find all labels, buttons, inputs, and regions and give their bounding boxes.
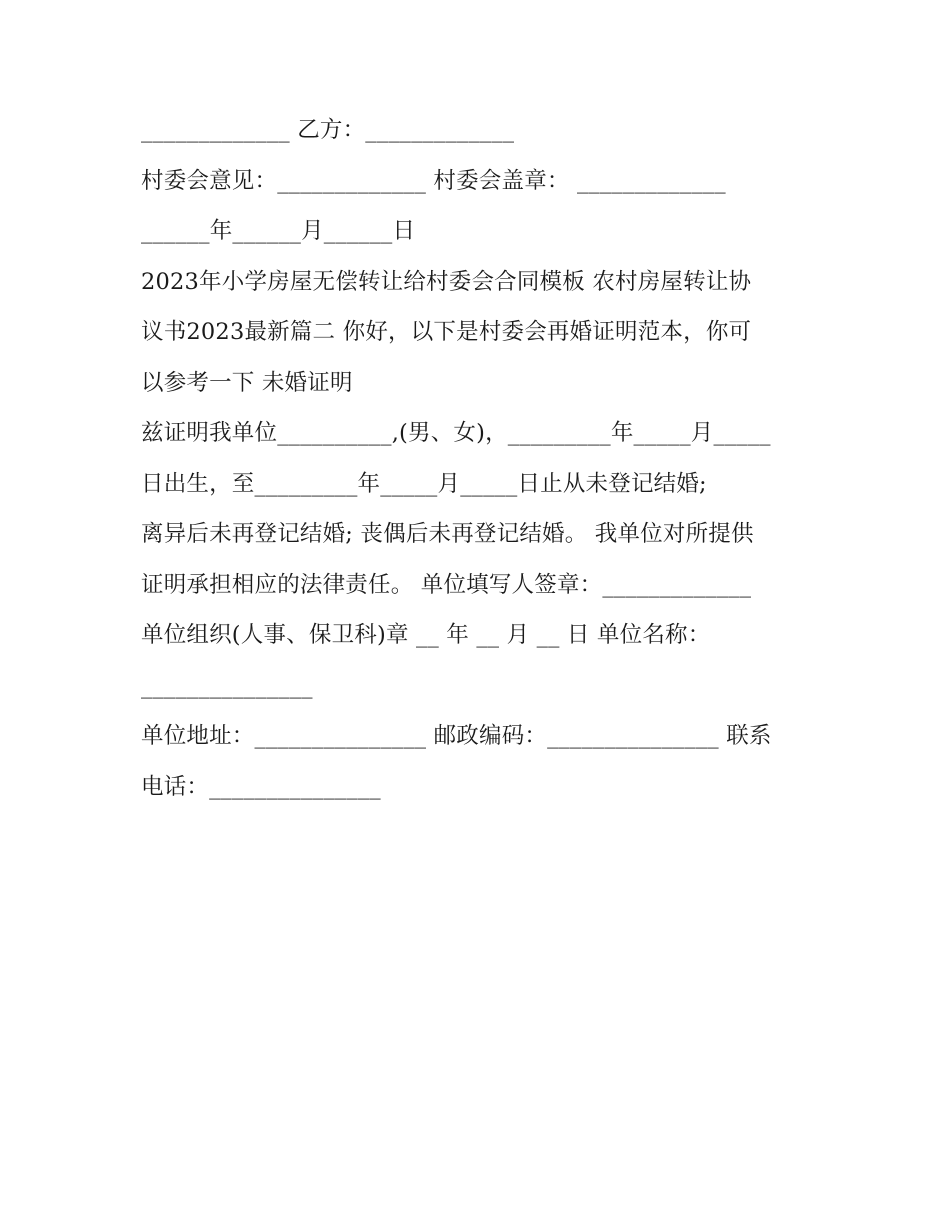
document-body xyxy=(141,110,821,817)
text-line: _______________ xyxy=(141,672,313,699)
text-line: ______年______月______日 xyxy=(141,218,416,244)
text-line: _____________ 乙方：_____________ xyxy=(141,117,515,143)
text-line: 单位地址：_______________ 邮政编码：_______________ 联系 xyxy=(141,723,772,749)
text-line: 2023年小学房屋无偿转让给村委会合同模板 农村房屋转让协 xyxy=(141,268,752,295)
text-line: 日出生，至_________年_____月_____日止从未登记结婚; xyxy=(141,470,707,497)
text-line: 以参考一下 未婚证明 xyxy=(141,369,353,396)
text-line: 村委会意见：_____________ 村委会盖章： _____________ xyxy=(141,167,726,194)
text-line: 电话：_______________ xyxy=(141,773,381,800)
text-line: 单位组织(人事、保卫科)章 __ 年 __ 月 __ 日 单位名称： xyxy=(141,622,711,648)
text-line: 证明承担相应的法律责任。 单位填写人签章：_____________ xyxy=(141,571,752,598)
text-line: 兹证明我单位__________,(男、女)，_________年_____月_____ xyxy=(141,420,771,446)
text-line: 议书2023最新篇二 你好，以下是村委会再婚证明范本，你可 xyxy=(141,319,752,345)
text-line: 离异后未再登记结婚; 丧偶后未再登记结婚。 我单位对所提供 xyxy=(141,521,754,547)
